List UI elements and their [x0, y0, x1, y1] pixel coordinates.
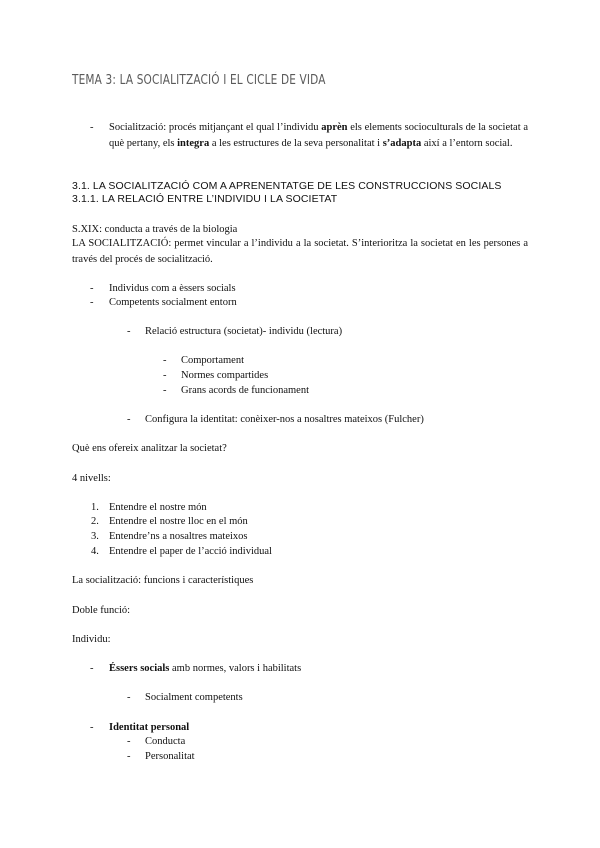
section-heading-3-1: 3.1. LA SOCIALITZACIÓ COM A APRENENTATGE DE LES CONSTRUCCIONS SOCIALS	[72, 180, 502, 192]
list-number: 1.	[91, 502, 99, 513]
list-item: Entendre el paper de l’acció individual	[109, 546, 272, 557]
section-heading-3-1-1: 3.1.1. LA RELACIÓ ENTRE L’INDIVIDU I LA SOCIETAT	[72, 193, 338, 205]
list-item: Conducta	[145, 736, 186, 747]
bullet-dash: -	[90, 283, 94, 294]
question-line: Què ens ofereix analitzar la societat?	[72, 443, 227, 454]
bullet-dash: -	[90, 722, 94, 733]
list-number: 2.	[91, 516, 99, 527]
functions-line: La socialització: funcions i característiques	[72, 575, 254, 586]
list-item: Individus com a èssers socials	[109, 283, 236, 294]
list-item: Entendre el nostre món	[109, 502, 207, 513]
list-item: Relació estructura (societat)- individu (lectura)	[145, 326, 343, 337]
intro-bold-integrates: integra	[177, 137, 210, 149]
bullet-dash: -	[163, 385, 167, 396]
bullet-dash: -	[127, 414, 131, 425]
intro-bold-adapts: s’adapta	[382, 137, 422, 149]
list-item: Personalitat	[145, 751, 195, 762]
bullet-dash: -	[90, 663, 94, 674]
individual-line: Individu:	[72, 634, 111, 645]
list-item: Comportament	[181, 355, 244, 366]
definition-paragraph: LA SOCIALITZACIÓ: permet vincular a l’individu a la societat. S’interioritza la societat en les persones a través del procés de socialització.	[72, 238, 528, 265]
social-beings-rest: amb normes, valors i habilitats	[169, 663, 302, 674]
list-number: 3.	[91, 531, 99, 542]
page-title: TEMA 3: LA SOCIALITZACIÓ I EL CICLE DE VIDA	[72, 72, 326, 88]
list-item: Competents socialment entorn	[109, 297, 237, 308]
list-item: Identitat personal	[109, 722, 190, 733]
list-item: Grans acords de funcionament	[181, 385, 309, 396]
list-number: 4.	[91, 546, 99, 557]
sxix-line: S.XIX: conducta a través de la biologia	[72, 224, 238, 235]
intro-bold-learns: aprèn	[321, 122, 348, 133]
bullet-dash: -	[127, 751, 131, 762]
levels-label: 4 nivells:	[72, 473, 111, 484]
bullet-dash: -	[90, 297, 94, 308]
bullet-dash: -	[127, 326, 131, 337]
list-item: Entendre’ns a nosaltres mateixos	[109, 531, 248, 542]
list-item: Entendre el nostre lloc en el món	[109, 516, 248, 527]
double-function-line: Doble funció:	[72, 605, 131, 616]
bullet-dash: -	[163, 355, 167, 366]
intro-text: així a l’entorn social.	[421, 137, 513, 149]
intro-text: Socialització: procés mitjançant el qual l’individu	[109, 122, 322, 133]
intro-text: els elements socioculturals de la societat a què pertany, els	[109, 122, 529, 149]
list-item: Normes compartides	[181, 370, 269, 381]
bullet-dash: -	[127, 692, 131, 703]
bullet-dash: -	[127, 736, 131, 747]
bullet-dash: -	[163, 370, 167, 381]
list-item: Socialment competents	[145, 692, 243, 703]
list-item: Configura la identitat: conèixer-nos a nosaltres mateixos (Fulcher)	[145, 414, 424, 425]
intro-text: a les estructures de la seva personalitat i	[209, 137, 383, 149]
intro-paragraph	[109, 120, 528, 151]
bullet-dash: -	[90, 122, 94, 133]
list-item	[109, 661, 301, 677]
social-beings-bold: Éssers socials	[109, 663, 170, 674]
